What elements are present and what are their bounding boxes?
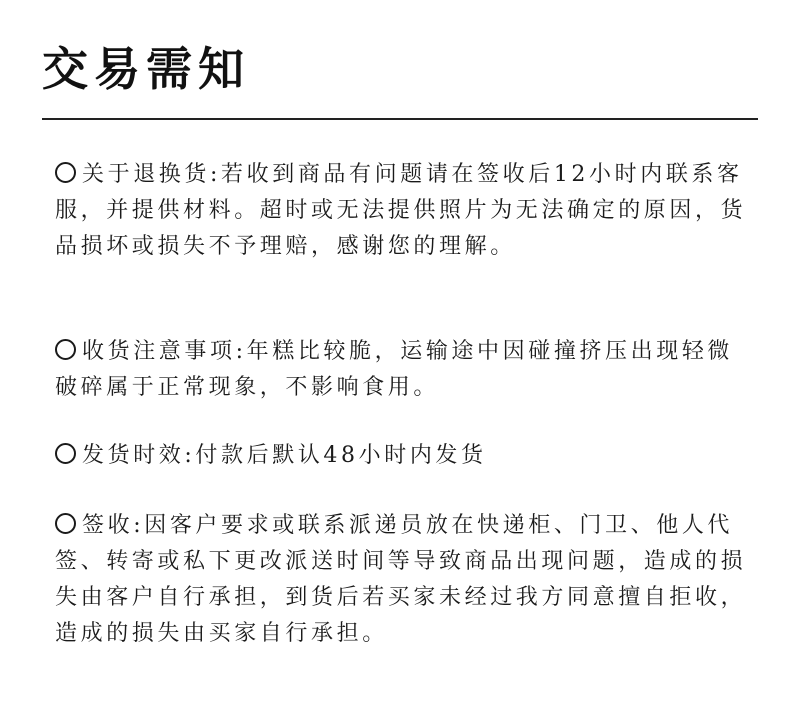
section-heading: 发货时效 xyxy=(82,443,185,468)
circle-bullet-icon xyxy=(55,513,76,534)
section-signing: 签收:因客户要求或联系派递员放在快递柜、门卫、他人代签、转寄或私下更改派送时间等导致商品出现问题，造成的损失由客户自行承担，到货后若买家未经过我方同意擅自拒收，造成的损失由买家自行承担。 xyxy=(55,513,747,646)
section-returns: 关于退换货:若收到商品有问题请在签收后12小时内联系客服，并提供材料。超时或无法提供照片为无法确定的原因，货品损坏或损失不予理赔，感谢您的理解。 xyxy=(55,162,747,259)
section-text: 年糕比较脆，运输途中因碰撞挤压出现轻微破碎属于正常现象，不影响食用。 xyxy=(55,339,734,400)
page-title: 交易需知 xyxy=(42,42,250,96)
section-shipping: 发货时效:付款后默认48小时内发货 xyxy=(55,438,755,474)
section-receiving: 收货注意事项:年糕比较脆，运输途中因碰撞挤压出现轻微破碎属于正常现象，不影响食用。 xyxy=(55,339,734,400)
circle-bullet-icon xyxy=(55,339,76,360)
section-heading: 关于退换货 xyxy=(82,162,211,187)
section-text: 付款后默认48小时内发货 xyxy=(195,443,487,468)
title-divider xyxy=(42,118,758,120)
section-heading: 签收 xyxy=(82,513,134,538)
section-heading: 收货注意事项 xyxy=(82,339,236,364)
section-text: 若收到商品有问题请在签收后12小时内联系客服，并提供材料。超时或无法提供照片为无法确定的原因，货品损坏或损失不予理赔，感谢您的理解。 xyxy=(55,162,747,259)
circle-bullet-icon xyxy=(55,162,76,183)
circle-bullet-icon xyxy=(55,443,76,464)
section-text: 因客户要求或联系派递员放在快递柜、门卫、他人代签、转寄或私下更改派送时间等导致商品出现问题，造成的损失由客户自行承担，到货后若买家未经过我方同意擅自拒收，造成的损失由买家自行承担。 xyxy=(55,513,747,646)
